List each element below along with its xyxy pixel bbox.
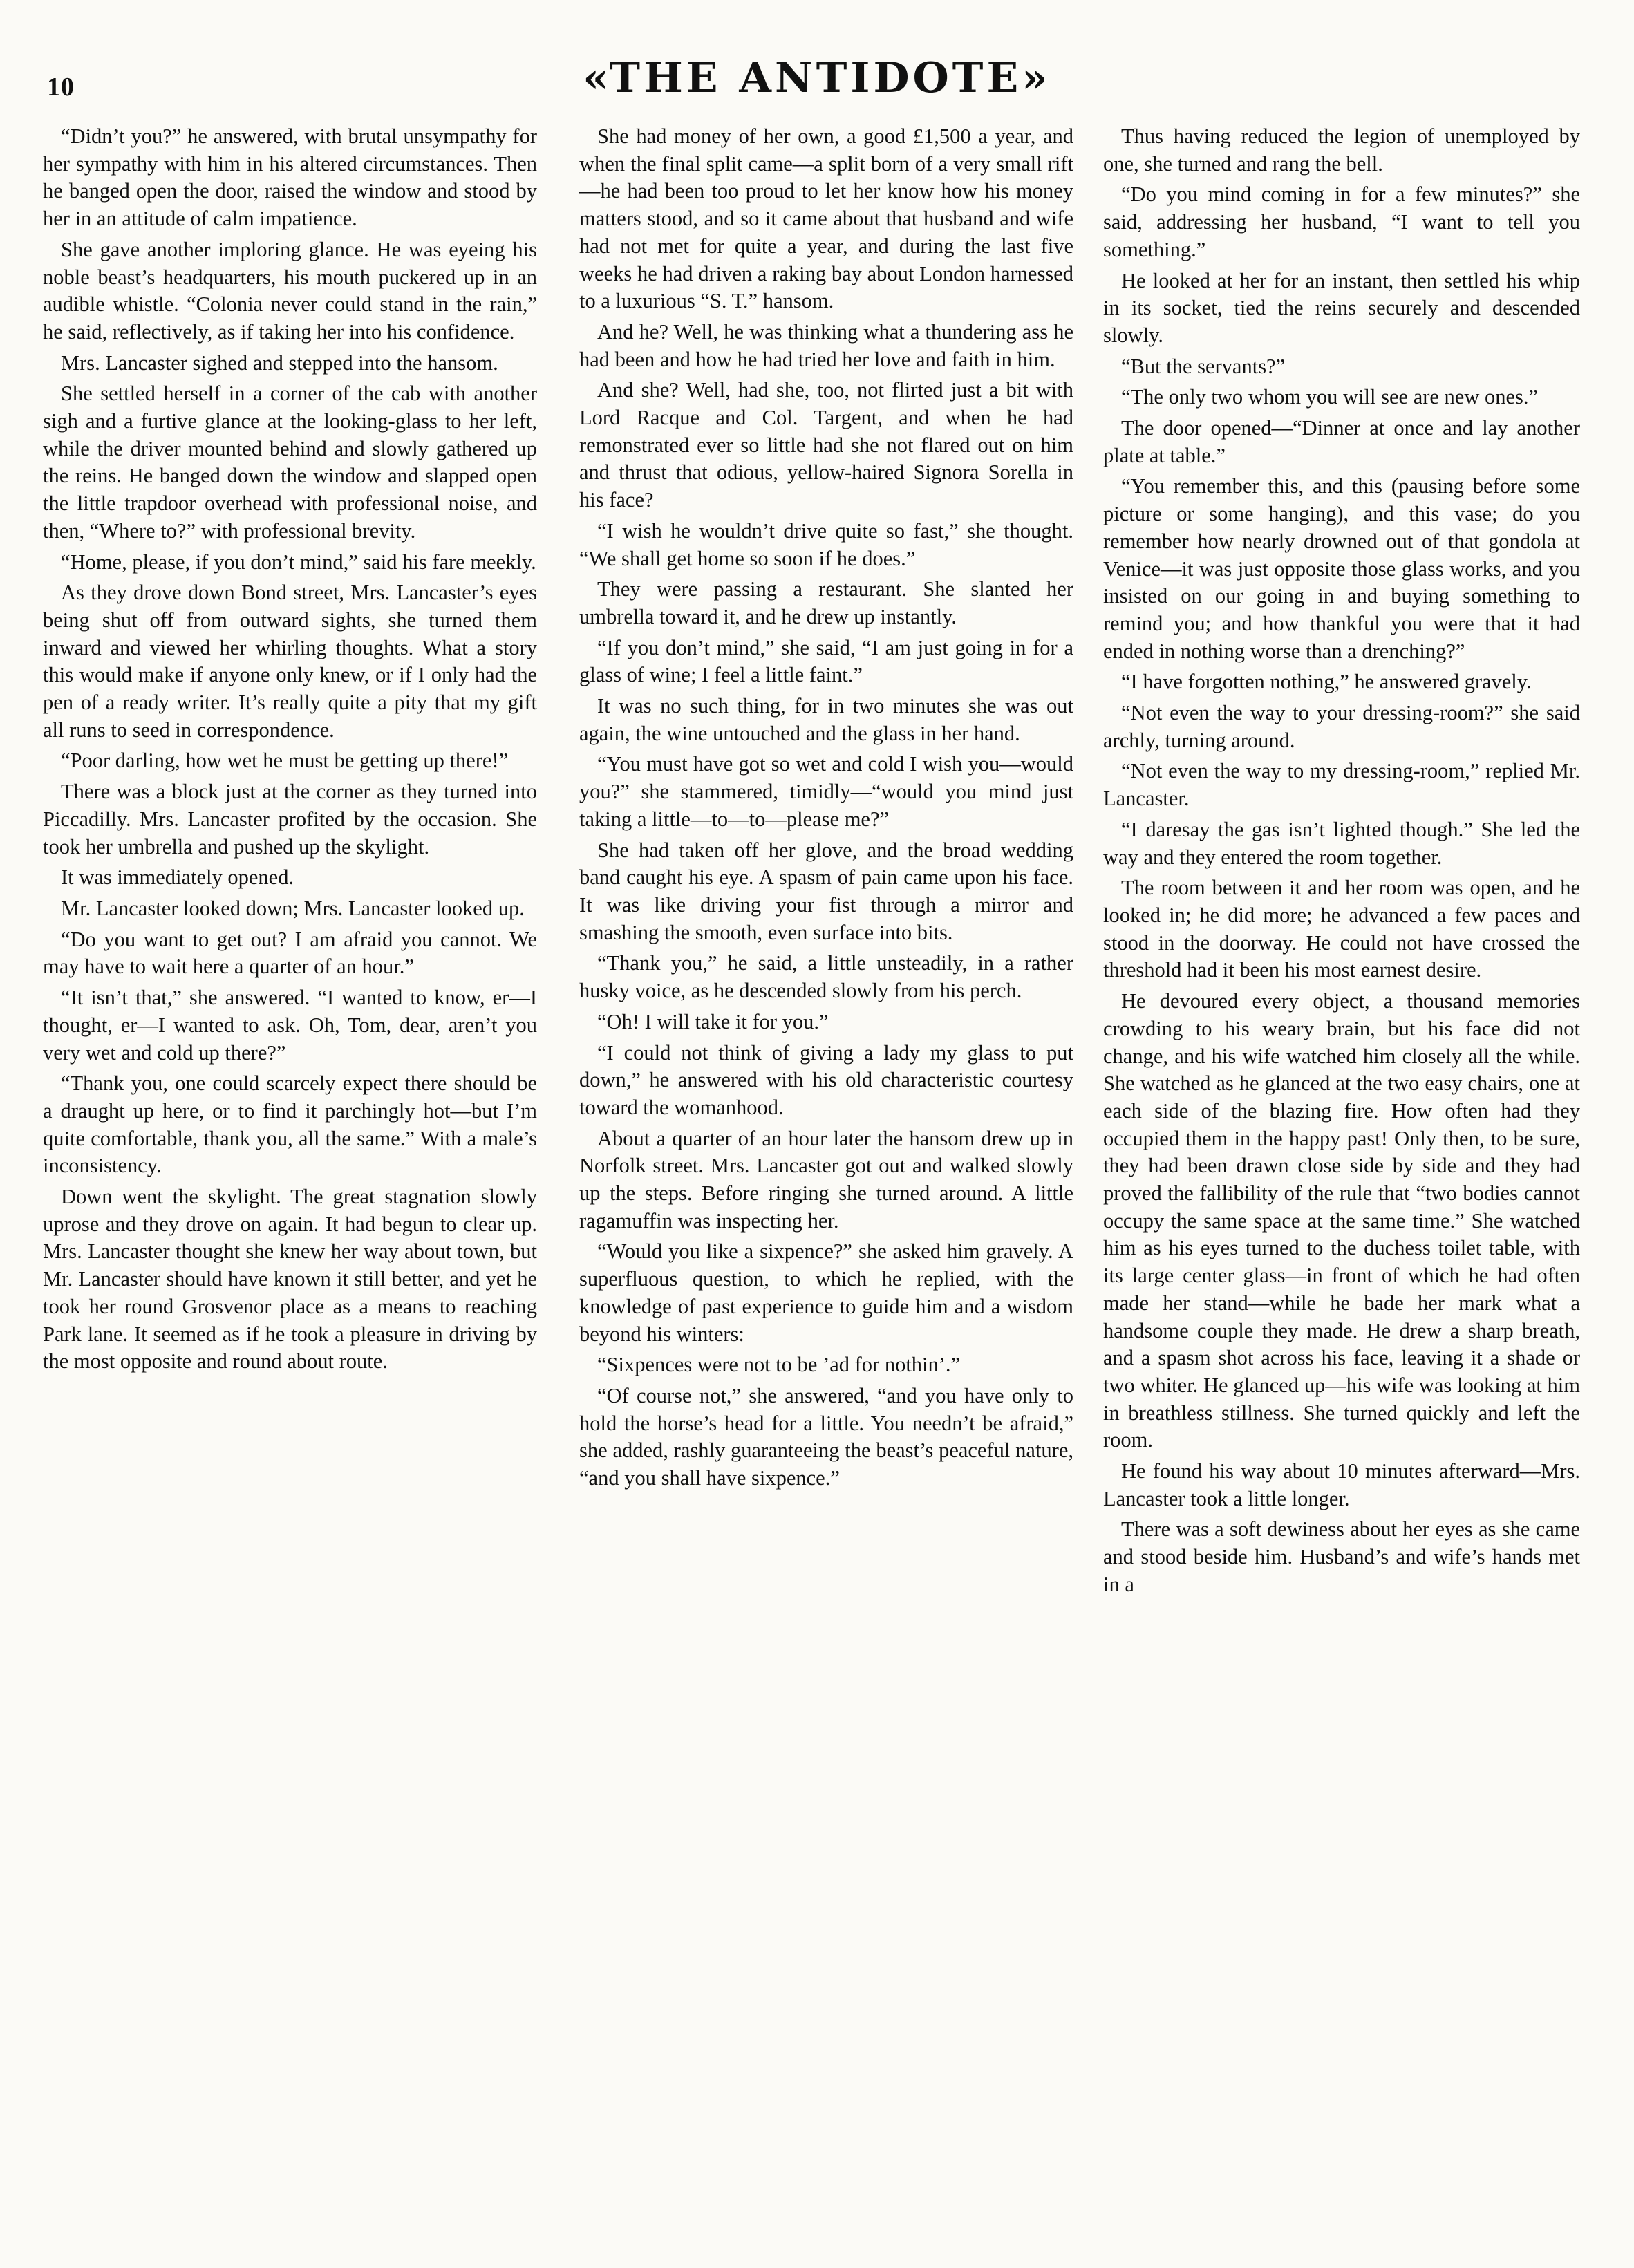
paragraph: Mrs. Lancaster sighed and stepped into the hansom. [61, 350, 498, 375]
paragraph: “Would you like a sixpence?” she asked him gravely. A superfluous question, to which he replied, with the knowledge of past experience to guide him and a wisdom beyond his winters: [579, 1239, 1073, 1346]
paragraph: “I could not think of giving a lady my glass to put down,” he answered with his old characteristic courtesy toward the womanhood. [579, 1040, 1073, 1119]
paragraph: “If you don’t mind,” she said, “I am just going in for a glass of wine; I feel a little faint.” [579, 635, 1073, 687]
paragraph: “Didn’t you?” he answered, with brutal unsympathy for her sympathy with him in his altered circumstances. Then he banged open the door, raised the window and stood by her in an attitude of calm impatience. [43, 124, 537, 231]
page-number: 10 [47, 73, 75, 102]
paragraph: “Not even the way to my dressing-room,” replied Mr. Lancaster. [1103, 759, 1580, 811]
column-2 [579, 123, 1073, 2211]
paragraph: “Do you want to get out? I am afraid you cannot. We may have to wait here a quarter of an hour.” [43, 927, 537, 979]
paragraph: They were passing a restaurant. She slanted her umbrella toward it, and he drew up instantly. [579, 577, 1073, 628]
paragraph: He devoured every object, a thousand memories crowding to his weary brain, but his face did not change, and his wife watched him closely all the while. She watched as he glanced at the two easy chairs, one at each side of the blazing fire. How often had they occupied them in the happy past! Only then, to be sure, they had been drawn close side by side and they had proved the fallibility of the rule that “two bodies cannot occupy the same space at the same time.” She watched him as his eyes turned to the duchess toilet table, with its large center glass—in front of which he had often made her stand—while he bade her mark what a handsome couple they made. He drew a sharp breath, and a spasm shot across his face, leaving it a shade or two whiter. He glanced up—his wife was looking at him in breathless stillness. She turned quickly and left the room. [1103, 989, 1580, 1452]
paragraph: There was a block just at the corner as they turned into Piccadilly. Mrs. Lancaster profited by the occasion. She took her umbrella and pushed up the skylight. [43, 780, 537, 859]
paragraph: There was a soft dewiness about her eyes as she came and stood beside him. Husband’s and wife’s hands met in a [1103, 1517, 1580, 1596]
paragraph: “Poor darling, how wet he must be getting up there!” [61, 749, 509, 773]
paragraph: “Do you mind coming in for a few minutes?” she said, addressing her husband, “I want to tell you something.” [1103, 182, 1580, 261]
paragraph: The room between it and her room was open, and he looked in; he did more; he advanced a few paces and stood in the doorway. He could not have crossed the threshold had it been his most earnest desire. [1103, 876, 1580, 982]
paragraph: “Thank you, one could scarcely expect there should be a draught up here, or to find it parchingly hot—but I’m quite comfortable, thank you, all the same.” With a male’s inconsistency. [43, 1071, 537, 1178]
paragraph: It was immediately opened. [61, 865, 294, 890]
paragraph: Thus having reduced the legion of unemployed by one, she turned and rang the bell. [1103, 124, 1580, 176]
paragraph: He looked at her for an instant, then settled his whip in its socket, tied the reins securely and descended slowly. [1103, 268, 1580, 347]
paragraph: She gave another imploring glance. He was eyeing his noble beast’s headquarters, his mouth puckered up in an audible whistle. “Colonia never could stand in the rain,” he said, reflectively, as if taking her into his confidence. [43, 237, 537, 344]
paragraph: “Oh! I will take it for you.” [597, 1009, 829, 1033]
paragraph: “I wish he wouldn’t drive quite so fast,” she thought. “We shall get home so soon if he does.” [579, 518, 1073, 570]
paragraph: “Not even the way to your dressing-room?” she said archly, turning around. [1103, 701, 1580, 752]
masthead: «THE ANTIDOTE» [583, 54, 1051, 102]
paragraph: “You remember this, and this (pausing before some picture or some hanging), and this vase; do you remember how nearly drowned out of that gondola at Venice—it was just opposite those glass works, and you insisted on our going in and buying something to remind you; and how thankful you were that it had ended in nothing worse than a drenching?” [1103, 474, 1580, 663]
paragraph: She settled herself in a corner of the cab with another sigh and a furtive glance at the looking-glass to her left, while the driver mounted behind and slowly gathered up the reins. He banged down the window and slapped open the little trapdoor overhead with professional noise, and then, “Where to?” with professional brevity. [43, 382, 537, 543]
paragraph: And he? Well, he was thinking what a thundering ass he had been and how he had tried her love and faith in him. [579, 319, 1073, 371]
paragraph: “Of course not,” she answered, “and you have only to hold the horse’s head for a little. You needn’t be afraid,” she added, rashly guaranteeing the beast’s peaceful nature, “and you shall have sixpence.” [579, 1383, 1073, 1490]
paragraph: Down went the skylight. The great stagnation slowly uprose and they drove on again. It had begun to clear up. Mrs. Lancaster thought she knew her way about town, but Mr. Lancaster should have known it still better, and yet he took her round Grosvenor place as a means to reaching Park lane. It seemed as if he took a pleasure in driving by the most opposite and round about route. [43, 1185, 537, 1374]
paragraph: “Home, please, if you don’t mind,” said his fare meekly. [61, 550, 536, 574]
paragraph: “Sixpences were not to be ’ad for nothin’.” [597, 1353, 961, 1377]
paragraph: “But the servants?” [1121, 354, 1286, 378]
paragraph: She had money of her own, a good £1,500 a year, and when the final split came—a split born of a very small rift—he had been too proud to let her know how his money matters stood, and so it came about that husband and wife had not met for quite a year, and during the last five weeks he had driven a raking bay about London harnessed to a luxurious “S. T.” hansom. [579, 124, 1073, 313]
column-1 [43, 123, 537, 2211]
paragraph: He found his way about 10 minutes afterward—Mrs. Lancaster took a little longer. [1103, 1459, 1580, 1510]
paragraph: She had taken off her glove, and the broad wedding band caught his eye. A spasm of pain came upon his face. It was like driving your fist through a mirror and smashing the smooth, even surface into bits. [579, 838, 1073, 944]
paragraph: As they drove down Bond street, Mrs. Lancaster’s eyes being shut off from outward sights, she turned them inward and viewed her whirling thoughts. What a story this would make if anyone only knew, or if I only had the pen of a ready writer. It’s really quite a pity that my gift all runs to seed in correspondence. [43, 581, 537, 742]
text-columns [43, 123, 1634, 2211]
paragraph: It was no such thing, for in two minutes she was out again, the wine untouched and the glass in her hand. [579, 694, 1073, 745]
paragraph: “You must have got so wet and cold I wish you—would you?” she stammered, timidly—“would you mind just taking a little—to—to—please me?” [579, 752, 1073, 831]
column-3 [1103, 123, 1580, 2211]
paragraph: “I have forgotten nothing,” he answered gravely. [1121, 670, 1532, 694]
paragraph: “The only two whom you will see are new ones.” [1121, 385, 1539, 409]
paragraph: And she? Well, had she, too, not flirted just a bit with Lord Racque and Col. Targent, and when he had remonstrated ever so little had she not flared out on him and thrust that odious, yellow-haired Signora Sorella in his face? [579, 378, 1073, 512]
paragraph: Mr. Lancaster looked down; Mrs. Lancaster looked up. [61, 896, 525, 920]
paragraph: The door opened—“Dinner at once and lay another plate at table.” [1103, 416, 1580, 467]
paragraph: “It isn’t that,” she answered. “I wanted to know, er—I thought, er—I wanted to ask. Oh, Tom, dear, aren’t you very wet and cold up there?” [43, 986, 537, 1065]
paragraph: “I daresay the gas isn’t lighted though.” She led the way and they entered the room together. [1103, 817, 1580, 869]
paragraph: About a quarter of an hour later the hansom drew up in Norfolk street. Mrs. Lancaster got out and walked slowly up the steps. Before ringing she turned around. A little ragamuffin was inspecting her. [579, 1126, 1073, 1233]
paragraph: “Thank you,” he said, a little unsteadily, in a rather husky voice, as he descended slowly from his perch. [579, 951, 1073, 1003]
